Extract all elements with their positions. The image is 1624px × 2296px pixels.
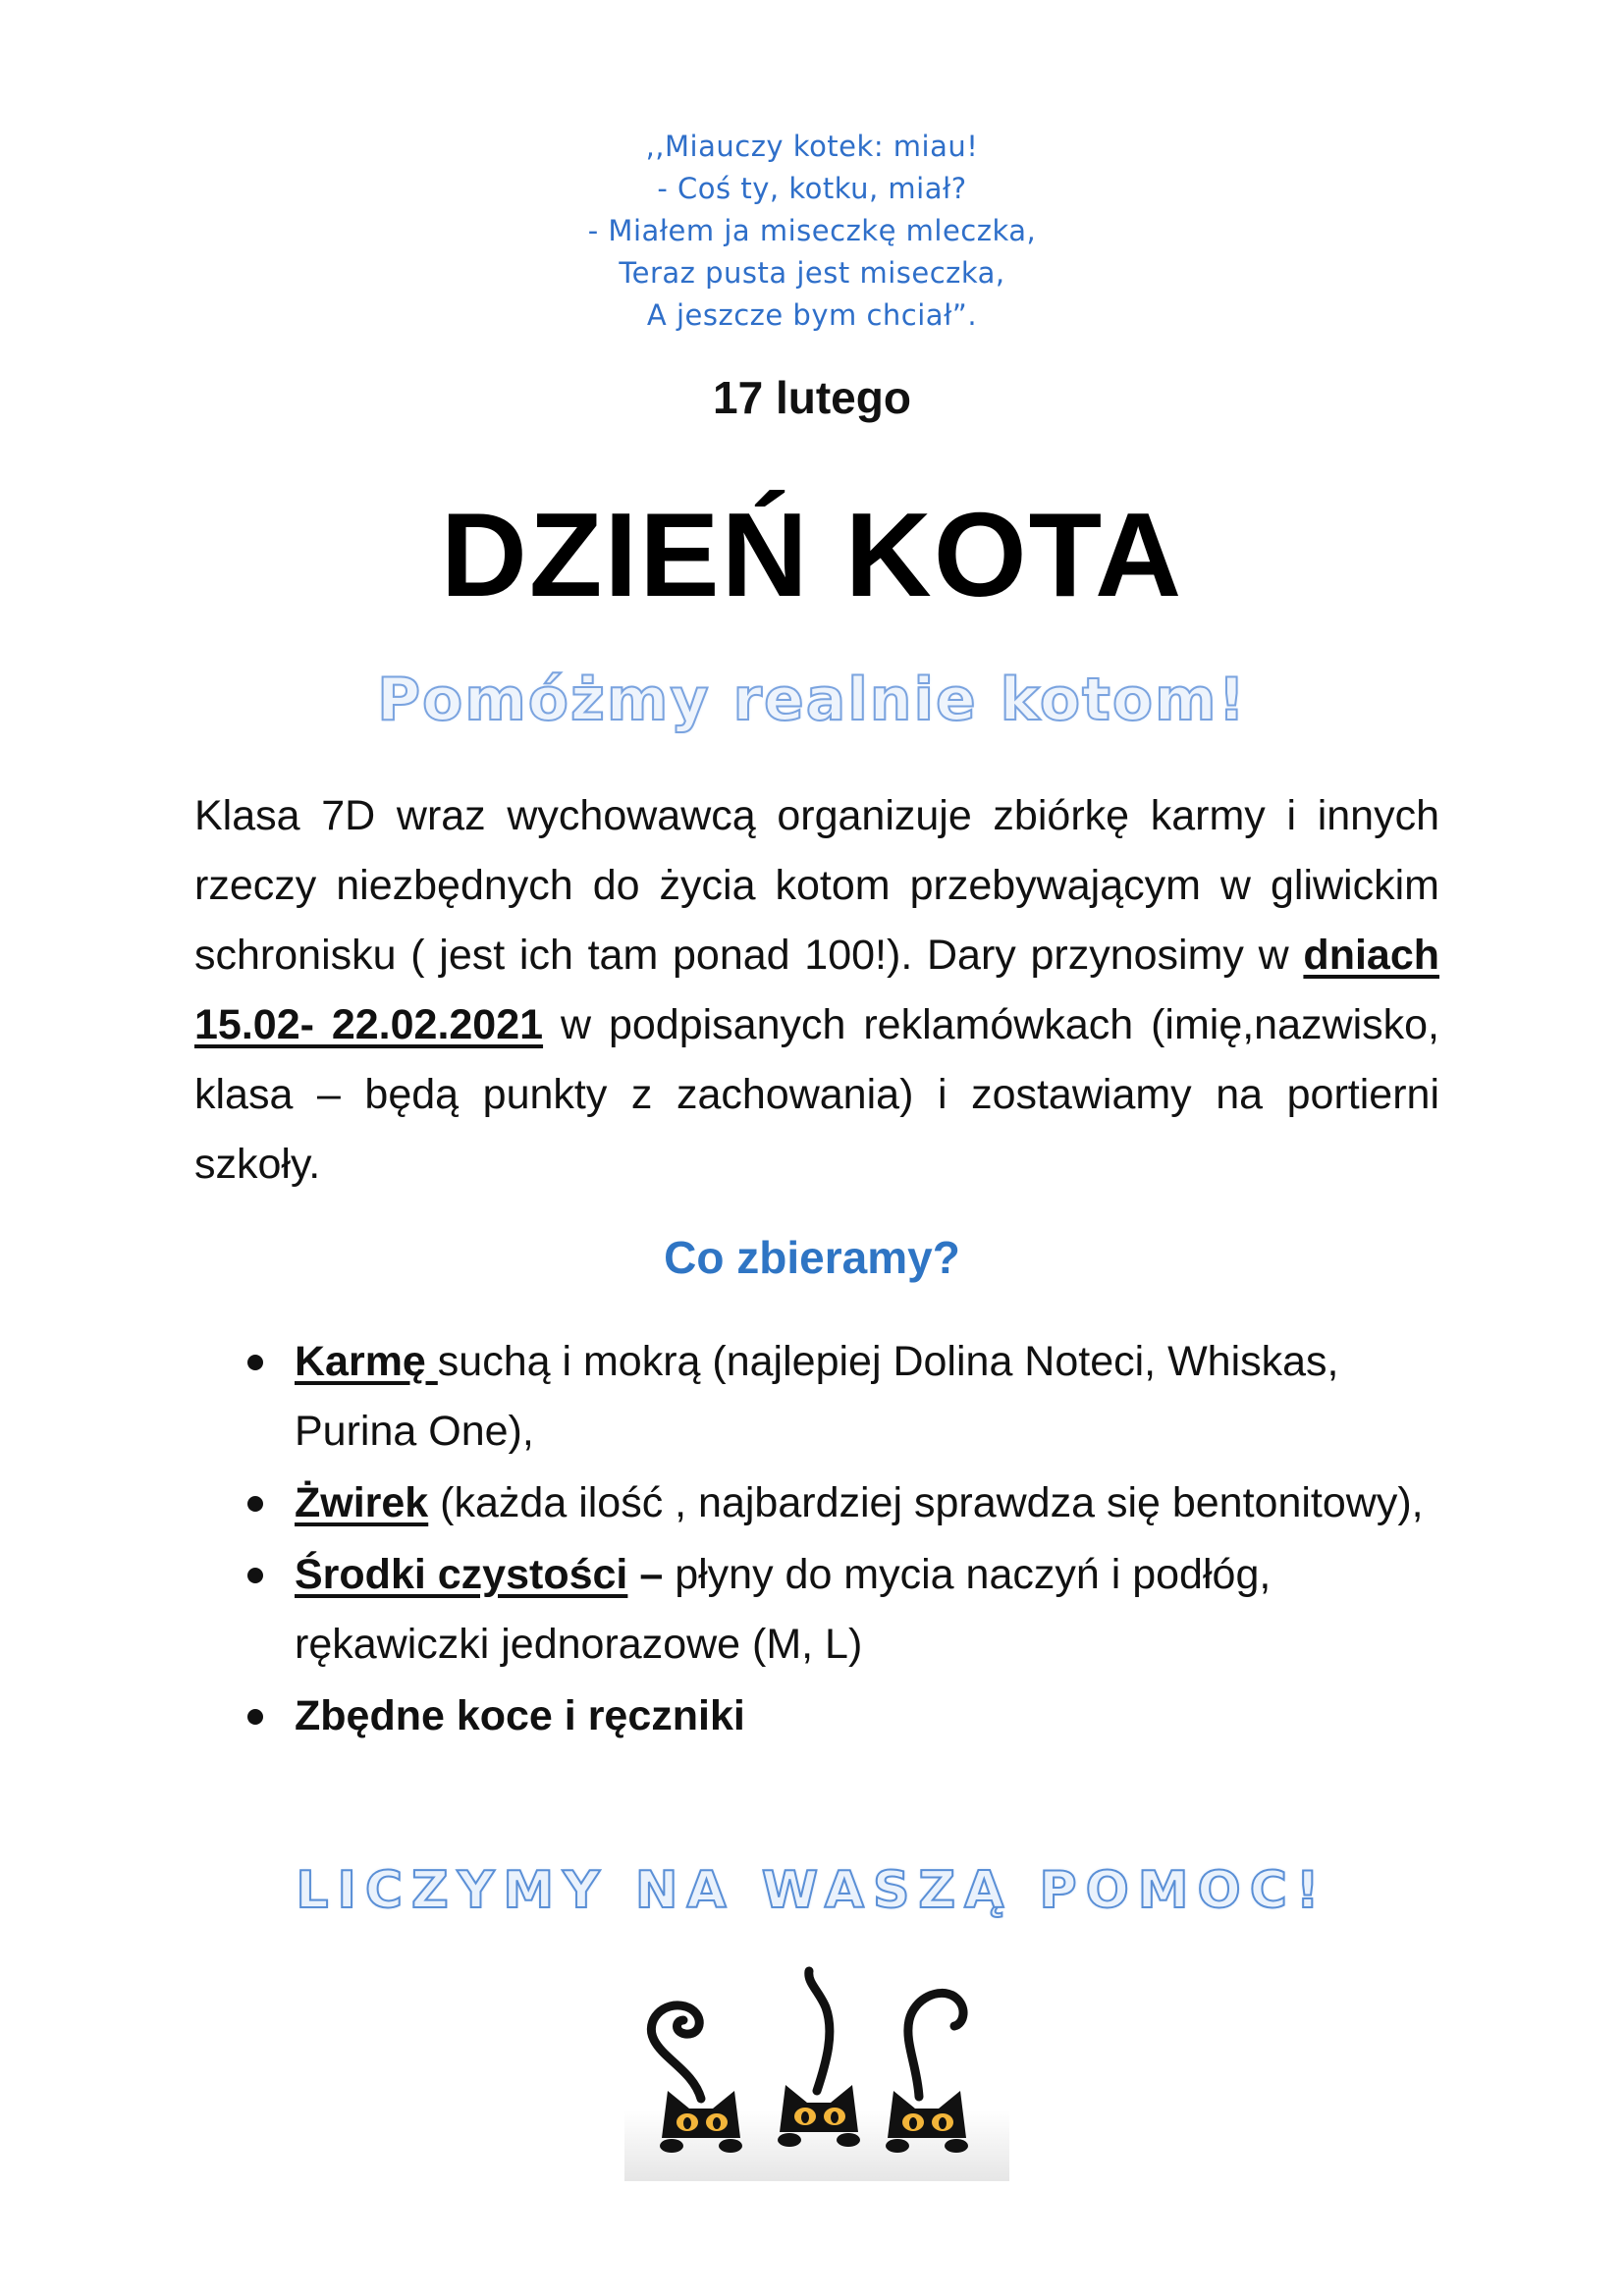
bullet-icon: [247, 1709, 263, 1725]
poem-quote: [0, 126, 1624, 337]
cats-illustration: [624, 1963, 1009, 2181]
black-cats-icon: [624, 1963, 1009, 2181]
list-item-litter: [244, 1468, 1451, 1538]
item-dash: –: [627, 1551, 664, 1598]
closing-slogan: LICZYMY NA WASZĄ POMOC!: [296, 1861, 1328, 1920]
page-title: DZIEŃ KOTA: [440, 488, 1184, 621]
bullet-icon: [247, 1355, 263, 1370]
paragraph-text-start: Klasa 7D wraz wychowawcą organizuje zbiórkę karmy i innych rzeczy niezbędnych do życia kotom przebywającym w gliwickim schronisku ( jest ich tam ponad 100!). Dary przynosimy w: [194, 792, 1439, 979]
item-term: Żwirek: [295, 1479, 429, 1526]
collection-dates: dniach 15.02- 22.02.2021: [194, 932, 1439, 1048]
collection-list: [244, 1327, 1451, 1753]
event-date: 17 lutego: [713, 372, 911, 423]
subtitle-outline: Pomóżmy realnie kotom!: [377, 666, 1247, 734]
item-description: suchą i mokrą (najlepiej Dolina Noteci, Whiskas, Purina One),: [295, 1338, 1339, 1455]
poem-line: ,,Miauczy kotek: miau!: [645, 130, 979, 163]
poem-line: A jeszcze bym chciał”.: [646, 298, 978, 332]
item-description: płyny do mycia naczyń i podłóg, rękawiczki jednorazowe (M, L): [295, 1551, 1272, 1668]
poem-line: - Coś ty, kotku, miał?: [657, 172, 967, 205]
item-term: Środki czystości: [295, 1551, 628, 1598]
collect-heading: Co zbieramy?: [664, 1232, 960, 1283]
list-item-cleaning: [244, 1540, 1451, 1680]
item-term: Zbędne koce i ręczniki: [295, 1692, 745, 1739]
bullet-icon: [247, 1568, 263, 1583]
announcement-paragraph: [194, 781, 1439, 1200]
item-term: Karmę: [295, 1338, 438, 1385]
paragraph-text-end: w podpisanych reklamówkach (imię,nazwisko, klasa – będą punkty z zachowania) i zostawiamy na portierni szkoły.: [194, 1001, 1439, 1188]
poem-line: Teraz pusta jest miseczka,: [619, 256, 1005, 290]
list-item-food: [244, 1327, 1451, 1467]
poem-line: - Miałem ja miseczkę mleczka,: [587, 214, 1037, 247]
item-description: (każda ilość , najbardziej sprawdza się bentonitowy),: [428, 1479, 1424, 1526]
bullet-icon: [247, 1496, 263, 1512]
list-item-blankets: [244, 1682, 1451, 1751]
